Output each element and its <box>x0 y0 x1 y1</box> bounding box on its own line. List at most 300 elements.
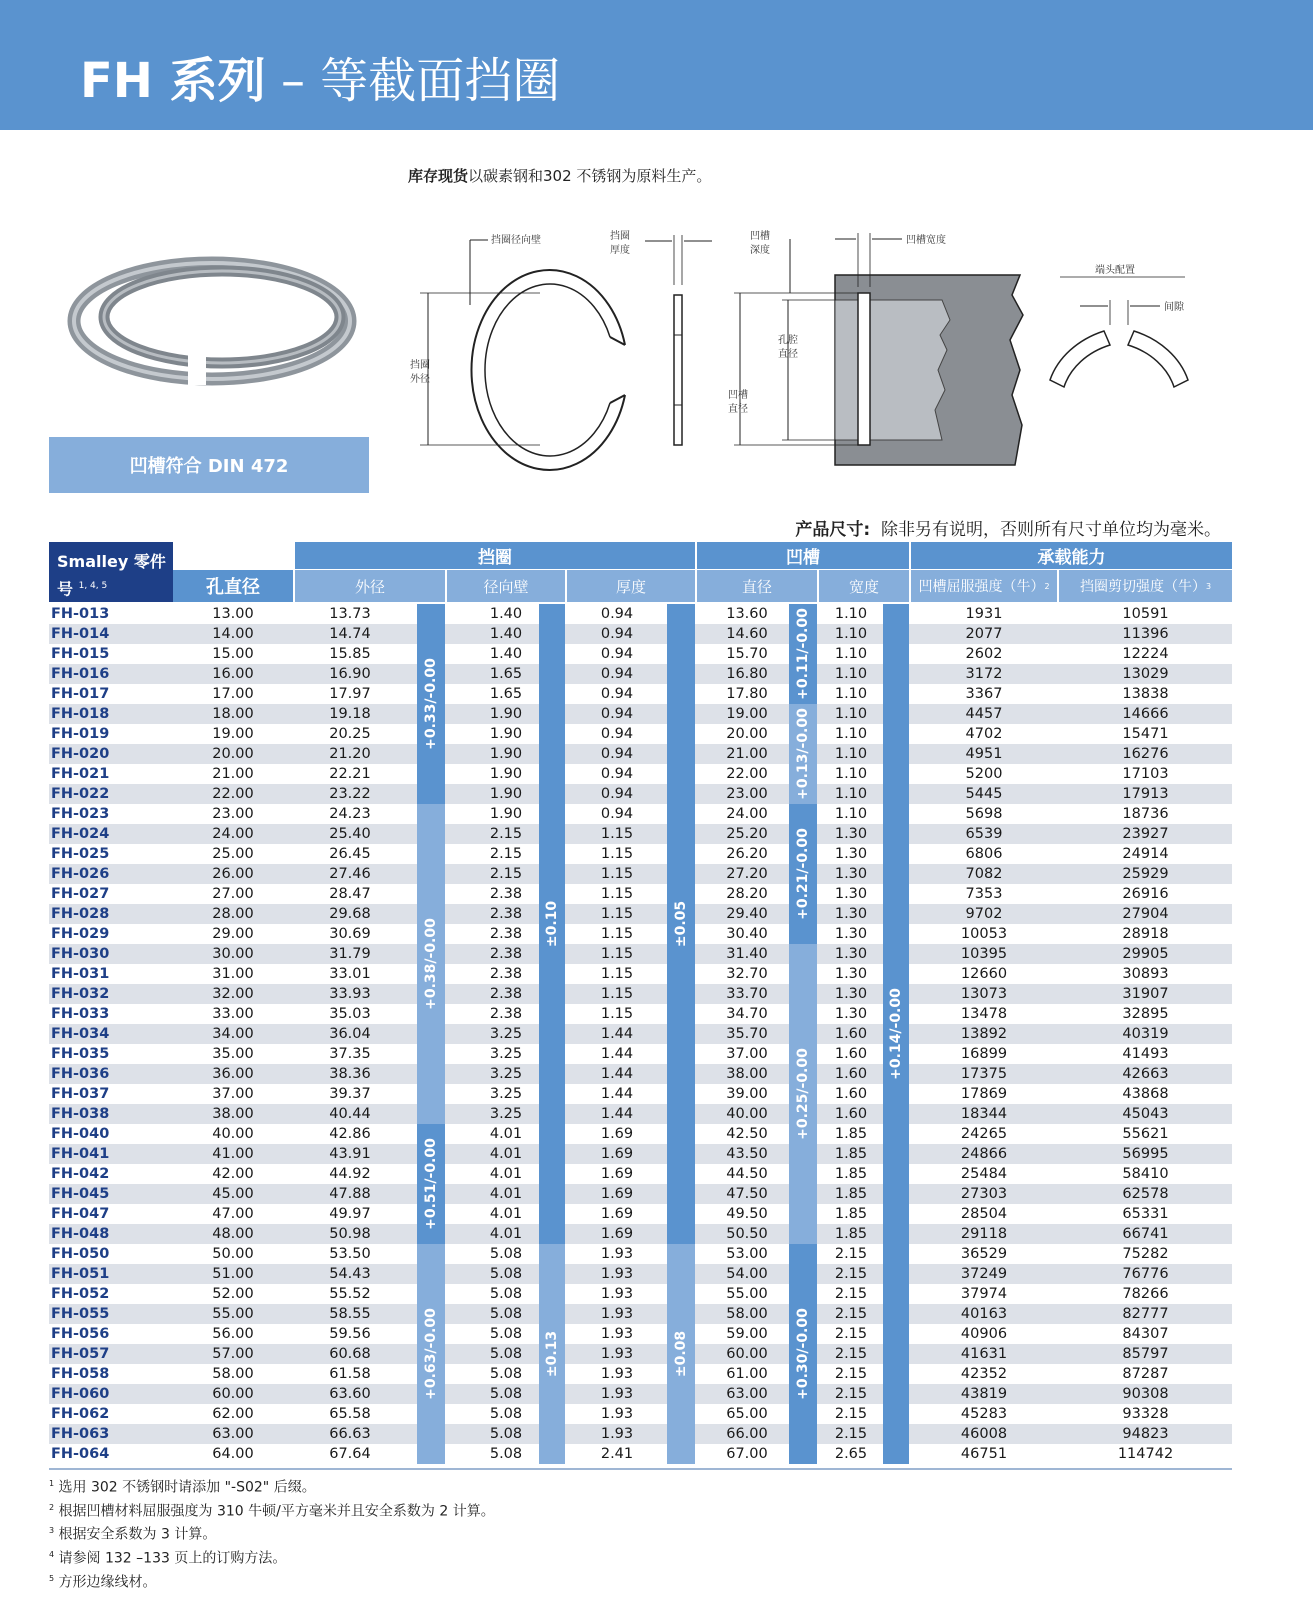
part-number: FH-023 <box>51 806 110 822</box>
cell-groove-dia: 29.40 <box>726 906 768 922</box>
cell-radial-wall: 3.25 <box>489 1086 523 1102</box>
part-number: FH-058 <box>51 1366 110 1382</box>
cell-ring-od: 67.64 <box>329 1446 371 1462</box>
cell-ring-od: 20.25 <box>329 726 371 742</box>
table-row <box>49 1104 1232 1124</box>
cell-thickness: 1.93 <box>600 1366 634 1382</box>
cell-ring-shear: 30893 <box>1122 966 1169 982</box>
table-row <box>49 624 1232 644</box>
cell-groove-yield: 13892 <box>960 1026 1008 1042</box>
cell-ring-od: 40.44 <box>329 1106 371 1122</box>
cell-groove-yield: 5698 <box>965 806 1003 822</box>
part-number: FH-017 <box>51 686 110 702</box>
footnote: $^3$ 根据安全系数为 3 计算。 <box>49 1526 217 1543</box>
cell-groove-width: 2.15 <box>834 1306 868 1322</box>
cell-ring-od: 55.52 <box>329 1286 371 1302</box>
cell-groove-dia: 34.70 <box>726 1006 768 1022</box>
cell-thickness: 1.44 <box>600 1026 634 1042</box>
cell-groove-dia: 13.60 <box>726 606 768 622</box>
cell-groove-width: 1.85 <box>834 1186 868 1202</box>
cell-bore: 47.00 <box>212 1206 254 1222</box>
table-row <box>49 744 1232 764</box>
cell-radial-wall: 1.40 <box>489 646 523 662</box>
tolerance-label: ±0.13 <box>544 1330 560 1378</box>
footnote: $^5$ 方形边缘线材。 <box>49 1573 157 1591</box>
cell-groove-width: 1.30 <box>834 986 868 1002</box>
part-number: FH-018 <box>51 706 110 722</box>
cell-groove-yield: 40906 <box>960 1326 1008 1342</box>
part-number: FH-045 <box>51 1186 110 1202</box>
cell-groove-dia: 50.50 <box>726 1226 768 1242</box>
cell-bore: 56.00 <box>212 1326 254 1342</box>
table-row <box>49 1284 1232 1304</box>
cell-groove-dia: 43.50 <box>726 1146 768 1162</box>
part-number: FH-029 <box>51 926 110 942</box>
tolerance-label: +0.51/-0.00 <box>423 1138 439 1230</box>
cell-groove-dia: 24.00 <box>726 806 768 822</box>
cell-groove-yield: 10395 <box>960 946 1008 962</box>
cell-groove-width: 1.85 <box>834 1226 868 1242</box>
tolerance-bar-thick <box>667 604 695 1244</box>
cell-groove-dia: 16.80 <box>726 666 768 682</box>
cell-groove-width: 1.85 <box>834 1146 868 1162</box>
cell-thickness: 0.94 <box>600 726 634 742</box>
header-thickness: 厚度 <box>567 570 695 602</box>
cell-thickness: 1.93 <box>600 1266 634 1282</box>
cell-groove-yield: 46008 <box>960 1426 1008 1442</box>
cell-groove-width: 1.60 <box>834 1026 868 1042</box>
cell-radial-wall: 3.25 <box>489 1026 523 1042</box>
cell-groove-dia: 60.00 <box>726 1346 768 1362</box>
cell-thickness: 1.44 <box>600 1106 634 1122</box>
table-row <box>49 704 1232 724</box>
table-row <box>49 1324 1232 1344</box>
cell-groove-dia: 38.00 <box>726 1066 768 1082</box>
cell-thickness: 1.15 <box>600 846 634 862</box>
cell-bore: 58.00 <box>212 1366 254 1382</box>
cell-groove-dia: 25.20 <box>726 826 768 842</box>
cell-ring-od: 30.69 <box>329 926 371 942</box>
svg-text:外径: 外径 <box>410 374 430 385</box>
cell-groove-yield: 4457 <box>965 706 1003 722</box>
cell-bore: 26.00 <box>212 866 254 882</box>
cell-bore: 16.00 <box>212 666 254 682</box>
cell-ring-shear: 27904 <box>1122 906 1169 922</box>
cell-radial-wall: 1.90 <box>489 766 523 782</box>
cell-ring-od: 54.43 <box>329 1266 371 1282</box>
cell-ring-od: 25.40 <box>329 826 371 842</box>
cell-groove-width: 1.60 <box>834 1106 868 1122</box>
header-ring-od: 外径 <box>295 570 445 602</box>
cell-thickness: 1.93 <box>600 1406 634 1422</box>
part-number: FH-022 <box>51 786 110 802</box>
cell-bore: 30.00 <box>212 946 254 962</box>
cell-ring-od: 28.47 <box>329 886 371 902</box>
cell-groove-width: 1.10 <box>834 806 868 822</box>
header-ring-group: 挡圈 <box>295 542 695 569</box>
cell-ring-od: 33.01 <box>329 966 371 982</box>
cell-thickness: 1.93 <box>600 1386 634 1402</box>
cell-ring-od: 14.74 <box>329 626 371 642</box>
cell-ring-od: 53.50 <box>329 1246 371 1262</box>
cell-thickness: 0.94 <box>600 706 634 722</box>
part-number: FH-028 <box>51 906 110 922</box>
cell-radial-wall: 4.01 <box>489 1226 523 1242</box>
cell-bore: 13.00 <box>212 606 254 622</box>
table-row <box>49 784 1232 804</box>
cell-groove-dia: 63.00 <box>726 1386 768 1402</box>
tolerance-bar-gdia <box>789 804 817 944</box>
table-row <box>49 1144 1232 1164</box>
cell-thickness: 0.94 <box>600 626 634 642</box>
table-row <box>49 724 1232 744</box>
cell-ring-od: 27.46 <box>329 866 371 882</box>
cell-ring-shear: 23927 <box>1122 826 1169 842</box>
cell-radial-wall: 3.25 <box>489 1066 523 1082</box>
cell-thickness: 0.94 <box>600 766 634 782</box>
cell-radial-wall: 5.08 <box>489 1286 523 1302</box>
cell-groove-width: 1.10 <box>834 726 868 742</box>
cell-groove-dia: 22.00 <box>726 766 768 782</box>
cell-ring-shear: 56995 <box>1122 1146 1169 1162</box>
part-number: FH-042 <box>51 1166 110 1182</box>
tolerance-bar-od <box>417 1244 445 1464</box>
cell-thickness: 1.15 <box>600 926 634 942</box>
cell-ring-shear: 12224 <box>1122 646 1169 662</box>
cell-ring-shear: 42663 <box>1122 1066 1169 1082</box>
cell-groove-width: 1.30 <box>834 906 868 922</box>
cell-radial-wall: 1.90 <box>489 706 523 722</box>
table-row <box>49 844 1232 864</box>
part-number: FH-047 <box>51 1206 110 1222</box>
cell-ring-od: 43.91 <box>329 1146 371 1162</box>
cell-thickness: 1.15 <box>600 866 634 882</box>
cell-groove-width: 2.15 <box>834 1326 868 1342</box>
title-subtitle: 等截面挡圈 <box>320 53 561 109</box>
tolerance-bar-od <box>417 1124 445 1244</box>
cell-groove-width: 2.65 <box>834 1446 868 1462</box>
cell-groove-width: 1.10 <box>834 626 868 642</box>
cell-ring-shear: 65331 <box>1122 1206 1169 1222</box>
cell-groove-width: 1.10 <box>834 766 868 782</box>
cell-bore: 29.00 <box>212 926 254 942</box>
table-row <box>49 1264 1232 1284</box>
cell-ring-shear: 85797 <box>1122 1346 1169 1362</box>
cell-radial-wall: 1.90 <box>489 786 523 802</box>
cell-ring-od: 22.21 <box>329 766 371 782</box>
cell-groove-yield: 27303 <box>960 1186 1008 1202</box>
cell-groove-dia: 66.00 <box>726 1426 768 1442</box>
cell-groove-yield: 42352 <box>960 1366 1008 1382</box>
cell-bore: 57.00 <box>212 1346 254 1362</box>
cell-bore: 50.00 <box>212 1246 254 1262</box>
cell-groove-dia: 59.00 <box>726 1326 768 1342</box>
cell-radial-wall: 5.08 <box>489 1386 523 1402</box>
cell-bore: 20.00 <box>212 746 254 762</box>
table-row <box>49 864 1232 884</box>
table-row <box>49 664 1232 684</box>
cell-radial-wall: 3.25 <box>489 1106 523 1122</box>
cell-ring-shear: 114742 <box>1117 1446 1174 1462</box>
cell-thickness: 0.94 <box>600 806 634 822</box>
size-note: 产品尺寸: 除非另有说明，否则所有尺寸单位均为毫米。 <box>795 520 1221 540</box>
part-number: FH-016 <box>51 666 110 682</box>
cell-groove-yield: 17869 <box>960 1086 1008 1102</box>
cell-bore: 35.00 <box>212 1046 254 1062</box>
part-number: FH-031 <box>51 966 110 982</box>
header-part-number: Smalley 零件 号 $^{1, 4, 5}$ <box>49 542 173 602</box>
cell-bore: 60.00 <box>212 1386 254 1402</box>
ring-dimension-diagram <box>410 225 1220 475</box>
cell-ring-od: 33.93 <box>329 986 371 1002</box>
cell-radial-wall: 4.01 <box>489 1186 523 1202</box>
cell-groove-width: 1.85 <box>834 1126 868 1142</box>
cell-groove-dia: 28.20 <box>726 886 768 902</box>
cell-thickness: 0.94 <box>600 786 634 802</box>
table-row <box>49 884 1232 904</box>
cell-groove-yield: 17375 <box>960 1066 1008 1082</box>
cell-groove-yield: 5200 <box>965 766 1003 782</box>
cell-ring-shear: 66741 <box>1122 1226 1169 1242</box>
tolerance-label: +0.14/-0.00 <box>888 988 904 1080</box>
cell-thickness: 1.69 <box>600 1206 634 1222</box>
part-number: FH-019 <box>51 726 110 742</box>
cell-groove-width: 2.15 <box>834 1346 868 1362</box>
cell-groove-yield: 10053 <box>960 926 1008 942</box>
cell-groove-width: 1.10 <box>834 606 868 622</box>
footnote: $^4$ 请参阅 132 –133 页上的订购方法。 <box>49 1549 287 1567</box>
din-note: 凹槽符合 DIN 472 <box>49 437 369 493</box>
cell-groove-dia: 31.40 <box>726 946 768 962</box>
svg-text:直径: 直径 <box>728 404 748 415</box>
cell-thickness: 2.41 <box>600 1446 634 1462</box>
cell-thickness: 1.15 <box>600 906 634 922</box>
table-row <box>49 1064 1232 1084</box>
cell-bore: 55.00 <box>212 1306 254 1322</box>
cell-groove-yield: 7082 <box>965 866 1003 882</box>
table-row <box>49 944 1232 964</box>
cell-ring-shear: 87287 <box>1122 1366 1169 1382</box>
cell-ring-shear: 90308 <box>1122 1386 1169 1402</box>
cell-groove-yield: 4702 <box>965 726 1003 742</box>
cell-groove-yield: 36529 <box>960 1246 1008 1262</box>
cell-thickness: 1.15 <box>600 986 634 1002</box>
cell-radial-wall: 1.40 <box>489 606 523 622</box>
part-number: FH-060 <box>51 1386 110 1402</box>
table-row <box>49 644 1232 664</box>
cell-groove-dia: 23.00 <box>726 786 768 802</box>
groove-depth-label: 凹槽 <box>750 231 770 242</box>
bore-dia-label: 孔腔 <box>778 335 798 346</box>
cell-radial-wall: 1.65 <box>489 686 523 702</box>
cell-groove-width: 1.30 <box>834 886 868 902</box>
table-row <box>49 1244 1232 1264</box>
part-number: FH-036 <box>51 1066 110 1082</box>
table-row <box>49 1004 1232 1024</box>
table-row <box>49 1344 1232 1364</box>
cell-groove-width: 2.15 <box>834 1386 868 1402</box>
cell-ring-od: 37.35 <box>329 1046 371 1062</box>
cell-radial-wall: 2.15 <box>489 866 523 882</box>
table-row <box>49 1404 1232 1424</box>
part-number: FH-064 <box>51 1446 110 1462</box>
cell-ring-od: 35.03 <box>329 1006 371 1022</box>
cell-groove-width: 2.15 <box>834 1426 868 1442</box>
cell-thickness: 1.15 <box>600 886 634 902</box>
part-number: FH-035 <box>51 1046 110 1062</box>
table-row <box>49 1424 1232 1444</box>
cell-bore: 63.00 <box>212 1426 254 1442</box>
cell-groove-dia: 15.70 <box>726 646 768 662</box>
cell-bore: 19.00 <box>212 726 254 742</box>
tolerance-bar-gdia <box>789 704 817 804</box>
table-row <box>49 1044 1232 1064</box>
cell-radial-wall: 2.38 <box>489 986 523 1002</box>
tolerance-label: +0.21/-0.00 <box>795 828 811 920</box>
tolerance-label: +0.38/-0.00 <box>423 918 439 1010</box>
thickness-label: 挡圈 <box>610 231 630 242</box>
cell-groove-yield: 29118 <box>960 1226 1008 1242</box>
cell-ring-od: 23.22 <box>329 786 371 802</box>
part-number: FH-015 <box>51 646 110 662</box>
tolerance-bar-gdia <box>789 604 817 704</box>
cell-groove-yield: 6539 <box>965 826 1003 842</box>
cell-bore: 37.00 <box>212 1086 254 1102</box>
svg-text:厚度: 厚度 <box>610 245 630 256</box>
part-number: FH-027 <box>51 886 110 902</box>
part-number: FH-032 <box>51 986 110 1002</box>
cell-groove-yield: 2602 <box>965 646 1003 662</box>
cell-radial-wall: 5.08 <box>489 1326 523 1342</box>
cell-groove-width: 1.10 <box>834 646 868 662</box>
part-number: FH-051 <box>51 1266 110 1282</box>
cell-ring-od: 15.85 <box>329 646 371 662</box>
cell-radial-wall: 5.08 <box>489 1306 523 1322</box>
tolerance-bar-od <box>417 604 445 804</box>
table-bottom-rule <box>49 1468 1232 1470</box>
cell-ring-shear: 45043 <box>1122 1106 1169 1122</box>
cell-bore: 41.00 <box>212 1146 254 1162</box>
cell-bore: 51.00 <box>212 1266 254 1282</box>
cell-groove-yield: 1931 <box>965 606 1003 622</box>
part-number: FH-057 <box>51 1346 110 1362</box>
cell-groove-dia: 40.00 <box>726 1106 768 1122</box>
cell-ring-shear: 11396 <box>1122 626 1169 642</box>
cell-thickness: 1.15 <box>600 826 634 842</box>
cell-groove-dia: 37.00 <box>726 1046 768 1062</box>
cell-radial-wall: 1.90 <box>489 726 523 742</box>
tolerance-label: +0.33/-0.00 <box>423 658 439 750</box>
cell-thickness: 1.93 <box>600 1246 634 1262</box>
part-number: FH-050 <box>51 1246 110 1262</box>
part-number: FH-014 <box>51 626 110 642</box>
cell-groove-width: 1.30 <box>834 966 868 982</box>
cell-groove-dia: 49.50 <box>726 1206 768 1222</box>
cell-ring-shear: 93328 <box>1122 1406 1169 1422</box>
cell-groove-width: 1.85 <box>834 1166 868 1182</box>
part-number: FH-055 <box>51 1306 110 1322</box>
cell-ring-od: 38.36 <box>329 1066 371 1082</box>
cell-radial-wall: 2.38 <box>489 1006 523 1022</box>
cell-groove-dia: 19.00 <box>726 706 768 722</box>
table-row <box>49 924 1232 944</box>
tolerance-bar-radial <box>539 604 565 1244</box>
cell-radial-wall: 1.40 <box>489 626 523 642</box>
cell-thickness: 0.94 <box>600 666 634 682</box>
header-groove-width: 宽度 <box>819 570 909 602</box>
table-row <box>49 1204 1232 1224</box>
cell-groove-yield: 13073 <box>960 986 1008 1002</box>
part-number: FH-056 <box>51 1326 110 1342</box>
cell-groove-yield: 9702 <box>965 906 1003 922</box>
cell-groove-yield: 46751 <box>960 1446 1008 1462</box>
cell-bore: 17.00 <box>212 686 254 702</box>
cell-radial-wall: 2.15 <box>489 846 523 862</box>
cell-groove-width: 2.15 <box>834 1366 868 1382</box>
cell-radial-wall: 4.01 <box>489 1206 523 1222</box>
page-title <box>80 42 560 111</box>
cell-groove-dia: 30.40 <box>726 926 768 942</box>
cell-groove-yield: 6806 <box>965 846 1003 862</box>
cell-groove-yield: 18344 <box>960 1106 1008 1122</box>
cell-ring-od: 16.90 <box>329 666 371 682</box>
tolerance-bar-radial <box>539 1244 565 1464</box>
header-bore-diameter: 孔直径 <box>173 570 293 602</box>
cell-radial-wall: 2.38 <box>489 906 523 922</box>
cell-groove-width: 1.30 <box>834 926 868 942</box>
cell-groove-dia: 44.50 <box>726 1166 768 1182</box>
cell-ring-shear: 76776 <box>1122 1266 1169 1282</box>
cell-thickness: 1.93 <box>600 1286 634 1302</box>
cell-thickness: 1.44 <box>600 1046 634 1062</box>
cell-ring-shear: 55621 <box>1122 1126 1169 1142</box>
tolerance-label: +0.11/-0.00 <box>795 608 811 700</box>
cell-thickness: 1.69 <box>600 1186 634 1202</box>
cell-ring-shear: 31907 <box>1122 986 1169 1002</box>
cell-thickness: 1.44 <box>600 1086 634 1102</box>
cell-radial-wall: 5.08 <box>489 1246 523 1262</box>
cell-radial-wall: 3.25 <box>489 1046 523 1062</box>
cell-bore: 23.00 <box>212 806 254 822</box>
cell-ring-od: 36.04 <box>329 1026 371 1042</box>
cell-ring-od: 21.20 <box>329 746 371 762</box>
cell-groove-width: 2.15 <box>834 1246 868 1262</box>
title-dash: – <box>265 53 321 109</box>
table-row <box>49 1184 1232 1204</box>
cell-ring-od: 61.58 <box>329 1366 371 1382</box>
table-row <box>49 1024 1232 1044</box>
cell-ring-od: 60.68 <box>329 1346 371 1362</box>
cell-groove-dia: 61.00 <box>726 1366 768 1382</box>
cell-groove-yield: 3367 <box>965 686 1003 702</box>
part-number: FH-048 <box>51 1226 110 1242</box>
cell-bore: 24.00 <box>212 826 254 842</box>
cell-ring-shear: 17913 <box>1122 786 1169 802</box>
cell-bore: 21.00 <box>212 766 254 782</box>
cell-radial-wall: 2.15 <box>489 826 523 842</box>
cell-groove-yield: 40163 <box>960 1306 1008 1322</box>
cell-ring-od: 47.88 <box>329 1186 371 1202</box>
cell-thickness: 0.94 <box>600 686 634 702</box>
cell-groove-yield: 4951 <box>965 746 1003 762</box>
cell-thickness: 1.15 <box>600 1006 634 1022</box>
header-groove-group: 凹槽 <box>697 542 909 569</box>
cell-ring-od: 13.73 <box>329 606 371 622</box>
cell-bore: 34.00 <box>212 1026 254 1042</box>
cell-bore: 22.00 <box>212 786 254 802</box>
cell-bore: 48.00 <box>212 1226 254 1242</box>
cell-groove-dia: 20.00 <box>726 726 768 742</box>
